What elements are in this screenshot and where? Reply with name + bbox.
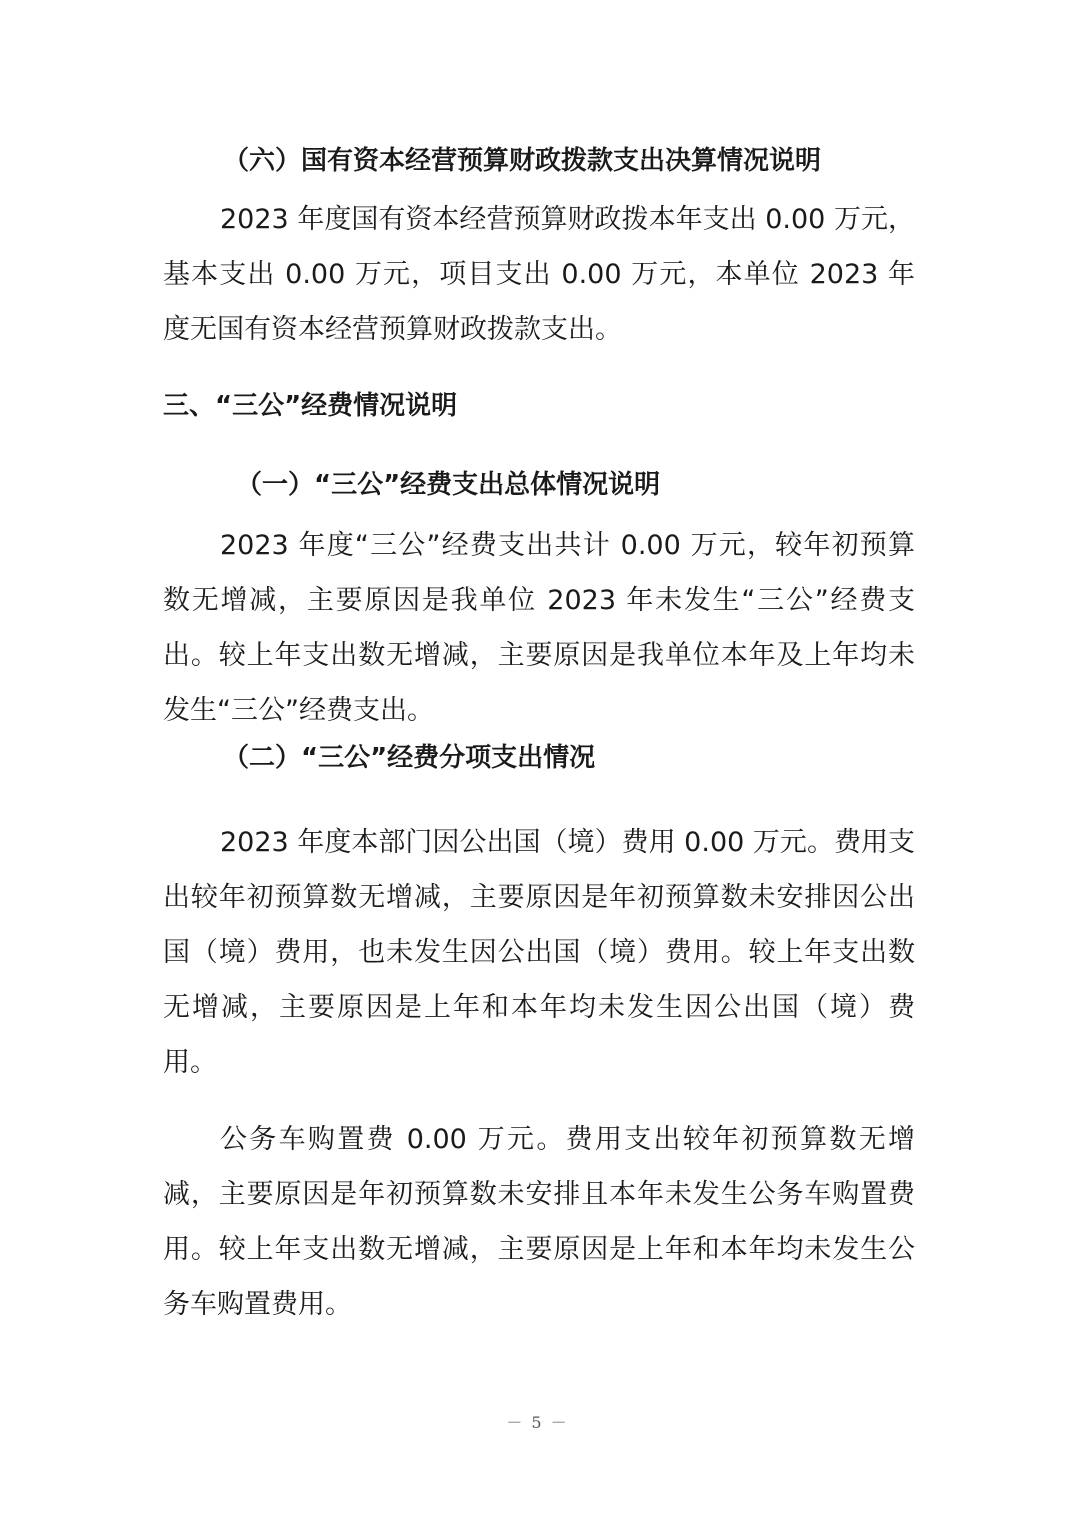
- subsection-2-paragraph-1: 2023 年度本部门因公出国（境）费用 0.00 万元。费用支出较年初预算数无增减，主要原因是年初预算数未安排因公出国（境）费用，也未发生因公出国（境）费用。较上年支出数无增减，主要原因是上年和本年均未发生因公出国（境）费用。: [163, 827, 915, 1078]
- subsection-2-heading: （二）“三公”经费分项支出情况: [223, 743, 596, 773]
- page-number: － 5 －: [506, 1413, 569, 1432]
- section-6-heading: （六）国有资本经营预算财政拨款支出决算情况说明: [223, 146, 822, 176]
- section-6-paragraph: 2023 年度国有资本经营预算财政拨本年支出 0.00 万元，基本支出 0.00 万元，项目支出 0.00 万元，本单位 2023 年度无国有资本经营预算财政拨款支出。: [163, 204, 915, 345]
- subsection-1-heading: （一）“三公”经费支出总体情况说明: [236, 470, 661, 500]
- part-3-heading: 三、“三公”经费情况说明: [163, 391, 458, 421]
- subsection-2-paragraph-2: 公务车购置费 0.00 万元。费用支出较年初预算数无增减，主要原因是年初预算数未安排且本年未发生公务车购置费用。较上年支出数无增减，主要原因是上年和本年均未发生公务车购置费用。: [163, 1124, 915, 1320]
- subsection-1-paragraph: 2023 年度“三公”经费支出共计 0.00 万元，较年初预算数无增减，主要原因是我单位 2023 年未发生“三公”经费支出。较上年支出数无增减，主要原因是我单位本年及上年均未发生“三公”经费支出。: [163, 530, 915, 726]
